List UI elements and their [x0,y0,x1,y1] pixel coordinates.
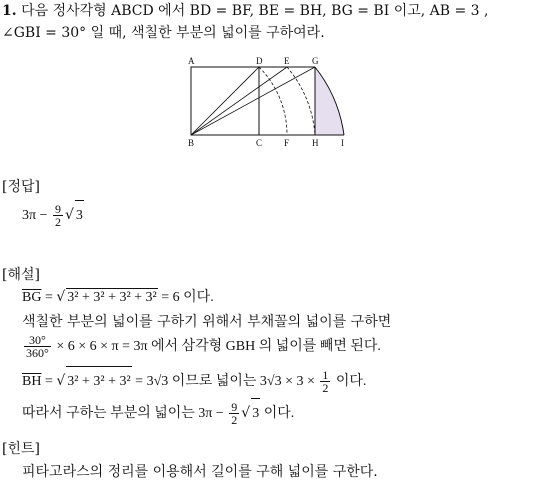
sector-frac-num: 30° [24,334,51,347]
final-frac-num: 9 [231,400,238,415]
final-frac-den: 2 [231,413,238,428]
solution-l3-rest: × 6 × 6 × π = 3π 에서 삼각형 GBH 의 넓이를 빼면 된다. [56,339,381,354]
segment-bd [191,67,259,135]
solution-line-3 [22,331,381,363]
segment-bg [191,67,315,135]
problem-number: 1. [2,3,17,19]
segment-be [191,67,287,135]
solution-l4-mid: = 3√3 이므로 넓이는 3√3 × 3 × [135,374,315,389]
solution-line-5: 따라서 구하는 부분의 넓이는 3π − $\frac{9}{2}$ √ 3 이다. [22,398,294,429]
final-fraction [229,401,239,426]
solution-l1-radicand: 3² + 3² + 3² + 3² [67,290,157,305]
answer-frac-num: 9 [54,202,61,217]
half-fraction [320,369,330,394]
label-h: H [312,138,319,148]
label-e: E [284,56,290,66]
answer-frac-den: 2 [54,215,61,230]
problem-line-2: ∠GBI = 30° 일 때, 색칠한 부분의 넓이를 구하여라. [2,25,325,41]
arc-eh [287,67,315,135]
sector-fraction [24,334,51,359]
answer-fraction [53,203,63,228]
geometry-figure [180,55,355,150]
label-c: C [256,138,263,148]
solution-l1-rest: = 6 이다. [161,290,214,305]
final-sqrt: 3 [251,398,260,429]
problem-line-1 [2,2,488,20]
solution-line-1: $\overline{BG}$ = √ 3² + 3² + 3² + 3² = 6 이다. [22,289,214,305]
sector-frac-den: 360° [26,346,49,361]
half-frac-den: 2 [322,381,329,396]
solution-l5-pre: 따라서 구하는 부분의 넓이는 3π − [22,406,224,421]
answer-heading: [정답] [2,179,40,195]
label-g: G [312,56,319,66]
hint-heading: [힌트] [2,441,40,457]
half-frac-num: 1 [322,368,329,383]
solution-l4-end: 이다. [335,374,367,389]
solution-line-2: 색칠한 부분의 넓이를 구하기 위해서 부채꼴의 넓이를 구하면 [22,314,392,330]
answer-prefix: 3π − [22,208,48,223]
label-b: B [188,138,195,148]
label-a: A [188,56,195,66]
answer-sqrt: 3 [75,200,84,231]
shaded-region [315,67,344,135]
answer-expression: 3π − $\frac{9}{2}$ √ 3 [22,200,84,231]
segment-bh-label: $\overline{BH}$ [22,374,42,389]
hint-text: 피타고라스의 정리를 이용해서 길이를 구해 넓이를 구한다. [22,464,378,480]
solution-heading: [해설] [2,267,40,283]
label-f: F [284,138,290,148]
problem-text-1: 다음 정사각형 ABCD 에서 BD = BF, BE = BH, BG = BI 이고, AB = 3 , [21,3,489,19]
label-i: I [341,138,344,148]
solution-l4-radicand: 3² + 3² + 3² [66,366,131,397]
segment-bg-label: $\overline{BG}$ [22,290,42,305]
label-d: D [256,56,263,66]
solution-l5-end: 이다. [263,406,295,421]
solution-line-4: $\overline{BH}$ = √ 3² + 3² + 3² = 3√3 이므로 넓이는 3√3 × 3 × $\frac{1}{2}$ 이다. [22,366,366,397]
